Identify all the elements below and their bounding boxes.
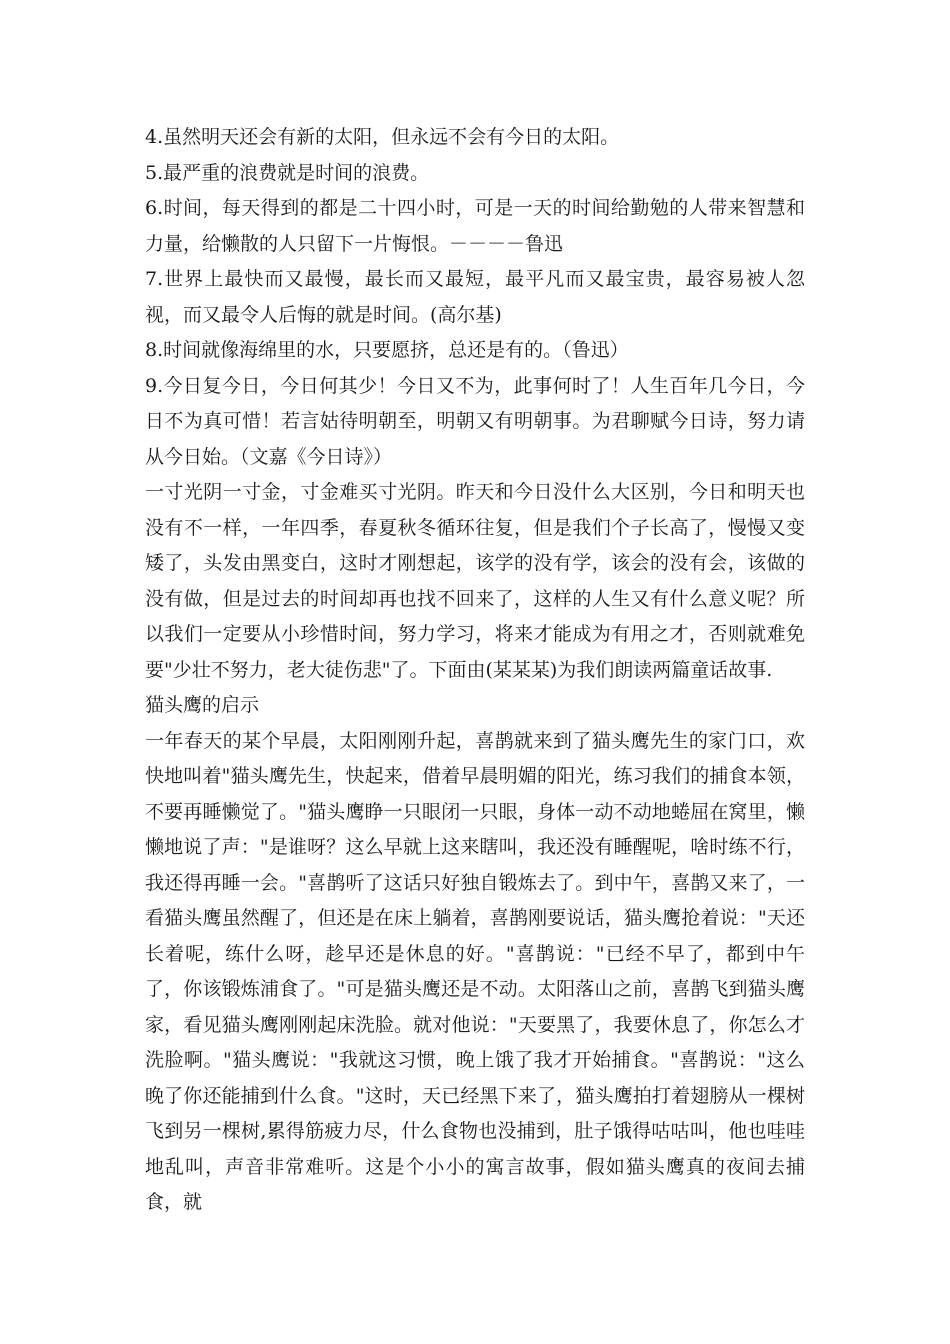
quote-8: 8.时间就像海绵里的水，只要愿挤，总还是有的。（鲁迅） — [145, 339, 629, 361]
story-paragraph: 一年春天的某个早晨，太阳刚刚升起，喜鹊就来到了猫头鹰先生的家门口，欢快地叫着"猫头鹰先生，快起来，借着早晨明媚的阳光，练习我们的捕食本领，不要再睡懒觉了。"猫头鹰睁一只眼闭一只眼，身体一动不动地蜷屈在窝里，懒懒地说了声："是谁呀？这么早就上这来瞎叫，我还没有睡醒呢，啥时练不行，我还得再睡一会。"喜鹊听了这话只好独自锻炼去了。到中午，喜鹊又来了，一看猫头鹰虽然醒了，但还是在床上躺着，喜鹊刚要说话，猫头鹰抢着说："天还长着呢，练什么呀，趁早还是休息的好。"喜鹊说："已经不早了，都到中午了，你该锻炼浦食了。"可是猫头鹰还是不动。太阳落山之前，喜鹊飞到猫头鹰家，看见猫头鹰刚刚起床洗脸。就对他说："天要黑了，我要休息了，你怎么才洗脸啊。"猫头鹰说："我就这习惯，晚上饿了我才开始捕食。"喜鹊说："这么晚了你还能捕到什么食。"这时，天已经黑下来了，猫头鹰拍打着翅膀从一棵树飞到另一棵树,累得筋疲力尽，什么食物也没捕到，肚子饿得咕咕叫，他也哇哇地乱叫，声音非常难听。这是个小小的寓言故事，假如猫头鹰真的夜间去捕食，就 — [145, 729, 805, 1213]
quote-6: 6.时间，每天得到的都是二十四小时，可是一天的时间给勤勉的人带来智慧和力量，给懒散的人只留下一片悔恨。－－－－鲁迅 — [145, 197, 805, 255]
intro-paragraph: 一寸光阴一寸金，寸金难买寸光阴。昨天和今日没什么大区别，今日和明天也没有不一样，一年四季，春夏秋冬循环往复，但是我们个子长高了，慢慢又变矮了，头发由黑变白，这时才刚想起，该学的没有学，该会的没有会，该做的没有做，但是过去的时间却再也找不回来了，这样的人生又有什么意义呢？所以我们一定要从小珍惜时间，努力学习，将来才能成为有用之才，否则就难免要"少壮不努力，老大徒伤悲"了。下面由(某某某)为我们朗读两篇童话故事. — [145, 481, 805, 681]
quote-9: 9.今日复今日，今日何其少！今日又不为，此事何时了！人生百年几今日，今日不为真可惜！若言姑待明朝至，明朝又有明朝事。为君聊赋今日诗，努力请从今日始。（文嘉《今日诗》） — [145, 374, 805, 468]
story-title: 猫头鹰的启示 — [145, 694, 260, 716]
document-body — [145, 120, 805, 1221]
quote-5: 5.最严重的浪费就是时间的浪费。 — [145, 161, 430, 184]
quote-7: 7.世界上最快而又最慢，最长而又最短，最平凡而又最宝贵，最容易被人忽视，而又最令人后悔的就是时间。(高尔基) — [145, 268, 805, 326]
quote-4: 4.虽然明天还会有新的太阳，但永远不会有今日的太阳。 — [145, 126, 620, 148]
